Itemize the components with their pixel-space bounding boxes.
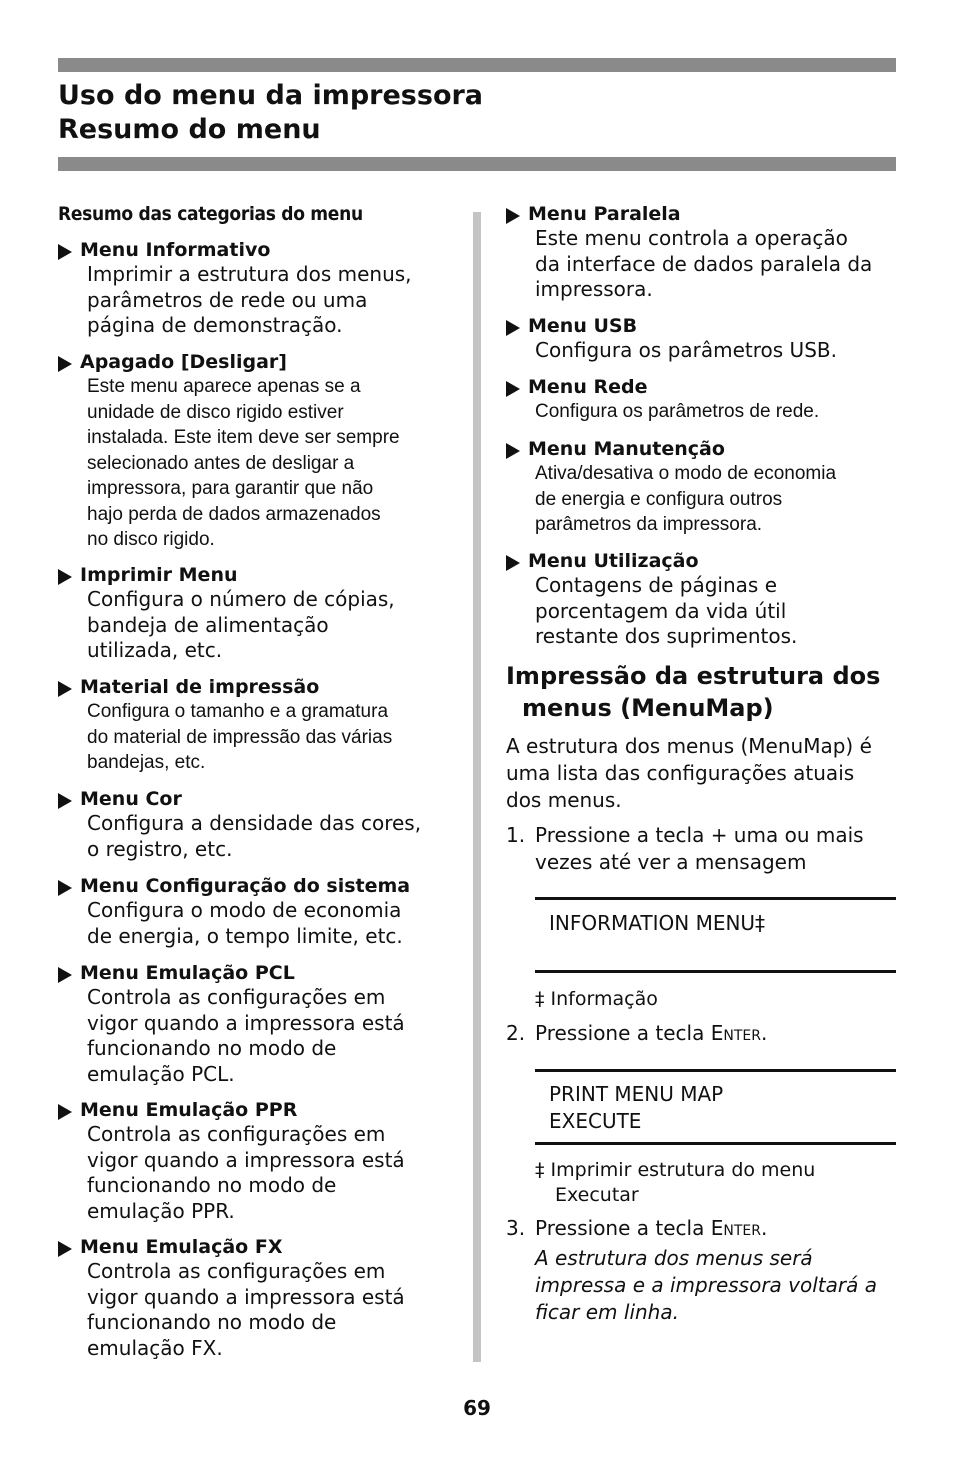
column-divider xyxy=(473,212,481,1362)
bullet-arrow-icon xyxy=(58,244,72,260)
step-line: Pressione a tecla + uma ou mais xyxy=(535,823,864,847)
bullet-arrow-icon xyxy=(506,320,520,336)
menu-category-item xyxy=(506,375,819,425)
enter-key: Enter xyxy=(710,1216,761,1240)
step-3-result xyxy=(535,1245,877,1326)
description-line: o registro, etc. xyxy=(87,836,233,861)
menu-category-description xyxy=(87,898,410,949)
menu-category-description xyxy=(87,1259,405,1361)
menu-category-title: Menu Cor xyxy=(80,788,182,810)
step-line: vezes até ver a mensagem xyxy=(535,850,807,874)
description-line: emulação PPR. xyxy=(87,1198,235,1223)
menu-category-header xyxy=(58,675,392,699)
description-line: Este menu controla a operação xyxy=(535,226,848,250)
menumap-intro xyxy=(506,733,872,814)
menu-category-header xyxy=(58,874,410,898)
bullet-arrow-icon xyxy=(58,681,72,697)
period: . xyxy=(760,1216,768,1240)
description-line: bandeja de alimentação xyxy=(87,612,329,637)
menu-category-item xyxy=(58,238,412,339)
menu-category-item xyxy=(58,350,400,553)
enter-key: Enter xyxy=(710,1021,761,1045)
menu-category-title: Imprimir Menu xyxy=(80,564,238,586)
description-line: Controla as configurações em xyxy=(87,985,386,1009)
menu-category-item xyxy=(58,1235,405,1361)
description-line: funcionando no modo de xyxy=(87,1310,337,1334)
menu-category-title: Menu Rede xyxy=(528,376,648,398)
menu-category-item xyxy=(506,202,872,303)
bullet-arrow-icon xyxy=(58,1241,72,1257)
lcd-display-1 xyxy=(535,897,896,973)
bullet-arrow-icon xyxy=(58,880,72,896)
menu-category-description xyxy=(535,338,837,364)
menu-category-header xyxy=(58,350,400,374)
menu-category-title: Menu Manutenção xyxy=(528,438,725,460)
menu-category-header xyxy=(58,787,421,811)
menu-category-description xyxy=(535,461,836,538)
menu-category-item xyxy=(58,563,395,664)
description-line: de energia, o tempo limite, etc. xyxy=(87,923,403,948)
description-line: Imprimir a estrutura dos menus, xyxy=(87,262,412,286)
description-line: utilizada, etc. xyxy=(87,638,223,662)
menu-category-description xyxy=(535,399,819,425)
description-line: hajo perda de dados armazenados xyxy=(87,503,381,525)
footnote-1: ‡ Informação xyxy=(535,988,658,1010)
menu-category-header xyxy=(58,1235,405,1259)
bullet-arrow-icon xyxy=(58,356,72,372)
bullet-arrow-icon xyxy=(58,793,72,809)
menu-category-item xyxy=(506,437,836,538)
menu-category-description xyxy=(87,262,412,339)
footnote-line: ‡ Imprimir estrutura do menu xyxy=(535,1159,816,1181)
menu-category-header xyxy=(506,549,797,573)
description-line: do material de impressão das várias xyxy=(87,726,393,748)
description-line: Configura o número de cópias, xyxy=(87,587,395,611)
menu-category-description xyxy=(87,374,400,553)
lcd-text: INFORMATION MENU‡ xyxy=(549,911,766,935)
description-line: Controla as configurações em xyxy=(87,1259,386,1283)
menu-category-item xyxy=(58,961,405,1087)
step-text xyxy=(535,822,895,876)
menu-category-title: Menu Paralela xyxy=(528,203,681,225)
lcd-line: PRINT MENU MAP xyxy=(549,1082,724,1106)
intro-line: A estrutura dos menus (MenuMap) é xyxy=(506,734,872,758)
result-line: ficar em linha. xyxy=(535,1300,679,1324)
description-line: emulação PCL. xyxy=(87,1061,235,1086)
description-line: página de demonstração. xyxy=(87,313,343,337)
menu-category-description xyxy=(87,699,392,776)
step-number: 2. xyxy=(506,1021,526,1045)
page-title: Uso do menu da impressora xyxy=(58,80,484,111)
section-heading: Resumo das categorias do menu xyxy=(58,203,363,225)
menu-category-description xyxy=(87,811,421,862)
bullet-arrow-icon xyxy=(58,1104,72,1120)
menu-category-title: Menu Emulação FX xyxy=(80,1236,283,1258)
description-line: impressora. xyxy=(535,277,653,301)
menu-category-title: Menu Emulação PCL xyxy=(80,962,295,984)
menu-category-header xyxy=(58,961,405,985)
description-line: impressora, para garantir que não xyxy=(87,478,374,499)
description-line: de energia e configura outros xyxy=(535,488,783,510)
step-2 xyxy=(506,1020,767,1047)
menu-category-description xyxy=(87,985,405,1087)
lcd-line: EXECUTE xyxy=(549,1109,642,1133)
step-3 xyxy=(506,1215,767,1242)
description-line: Ativa/desativa o modo de economia xyxy=(535,463,837,484)
header-rule-top xyxy=(58,58,896,72)
menu-category-header xyxy=(506,375,819,399)
menu-category-description xyxy=(87,587,395,664)
description-line: funcionando no modo de xyxy=(87,1036,337,1060)
description-line: instalada. Este item deve ser sempre xyxy=(87,427,400,448)
footnote-line: Executar xyxy=(555,1184,639,1206)
menu-category-description xyxy=(87,1122,405,1224)
description-line: da interface de dados paralela da xyxy=(535,251,873,276)
description-line: restante dos suprimentos. xyxy=(535,624,798,648)
bullet-arrow-icon xyxy=(506,443,520,459)
description-line: Contagens de páginas e xyxy=(535,573,778,597)
description-line: vigor quando a impressora está xyxy=(87,1147,405,1172)
menu-category-item xyxy=(58,675,392,776)
header-rule-bottom xyxy=(58,157,896,171)
step-text: Pressione a tecla xyxy=(535,1021,711,1045)
lcd-display-2 xyxy=(535,1069,896,1145)
step-number: 3. xyxy=(506,1216,526,1240)
bullet-arrow-icon xyxy=(506,381,520,397)
description-line: Configura a densidade das cores, xyxy=(87,811,422,835)
menu-category-description xyxy=(535,573,797,650)
menu-category-title: Menu Emulação PPR xyxy=(80,1099,298,1121)
description-line: Configura o tamanho e a gramatura xyxy=(87,701,389,722)
description-line: Este menu aparece apenas se a xyxy=(87,376,361,397)
menumap-heading xyxy=(506,660,880,724)
bullet-arrow-icon xyxy=(506,208,520,224)
menu-category-header xyxy=(506,314,837,338)
menu-category-item xyxy=(506,549,797,650)
step-1 xyxy=(506,822,895,876)
menu-category-header xyxy=(506,437,836,461)
menu-category-header xyxy=(58,238,412,262)
menu-category-title: Apagado [Desligar] xyxy=(80,351,287,373)
menumap-heading-line1: Impressão da estrutura dos xyxy=(506,662,881,690)
menu-category-title: Menu Utilização xyxy=(528,550,699,572)
description-line: parâmetros de rede ou uma xyxy=(87,287,368,312)
description-line: no disco rigido. xyxy=(87,529,215,550)
description-line: Configura o modo de economia xyxy=(87,898,402,922)
intro-line: uma lista das configurações atuais xyxy=(506,761,855,785)
menu-category-header xyxy=(506,202,872,226)
step-number: 1. xyxy=(506,823,526,847)
menu-category-item xyxy=(506,314,837,364)
footnote-2 xyxy=(535,1158,815,1208)
description-line: parâmetros da impressora. xyxy=(535,514,763,535)
menu-category-header xyxy=(58,1098,405,1122)
description-line: bandejas, etc. xyxy=(87,752,206,773)
description-line: unidade de disco rigido estiver xyxy=(87,401,344,423)
menu-category-item xyxy=(58,787,421,862)
period: . xyxy=(760,1021,768,1045)
menumap-heading-line2: menus (MenuMap) xyxy=(522,694,774,722)
description-line: vigor quando a impressora está xyxy=(87,1284,405,1309)
bullet-arrow-icon xyxy=(506,555,520,571)
menu-category-item xyxy=(58,1098,405,1224)
menu-category-title: Menu USB xyxy=(528,315,638,337)
bullet-arrow-icon xyxy=(58,569,72,585)
description-line: funcionando no modo de xyxy=(87,1173,337,1197)
menu-category-header xyxy=(58,563,395,587)
bullet-arrow-icon xyxy=(58,967,72,983)
menu-category-title: Menu Configuração do sistema xyxy=(80,875,411,897)
page-number: 69 xyxy=(463,1396,491,1420)
description-line: emulação FX. xyxy=(87,1335,223,1360)
menu-category-item xyxy=(58,874,410,949)
page-subtitle: Resumo do menu xyxy=(58,114,321,145)
description-line: selecionado antes de desligar a xyxy=(87,452,355,474)
intro-line: dos menus. xyxy=(506,788,622,812)
description-line: porcentagem da vida útil xyxy=(535,598,787,623)
step-text: Pressione a tecla xyxy=(535,1216,711,1240)
description-line: Configura os parâmetros USB. xyxy=(535,338,837,362)
menu-category-description xyxy=(535,226,872,303)
description-line: Controla as configurações em xyxy=(87,1122,386,1146)
menu-category-title: Menu Informativo xyxy=(80,239,271,261)
result-line: A estrutura dos menus será xyxy=(535,1246,813,1270)
description-line: Configura os parâmetros de rede. xyxy=(535,401,820,422)
description-line: vigor quando a impressora está xyxy=(87,1010,405,1035)
result-line: impressa e a impressora voltará a xyxy=(535,1273,877,1297)
menu-category-title: Material de impressão xyxy=(80,676,320,698)
